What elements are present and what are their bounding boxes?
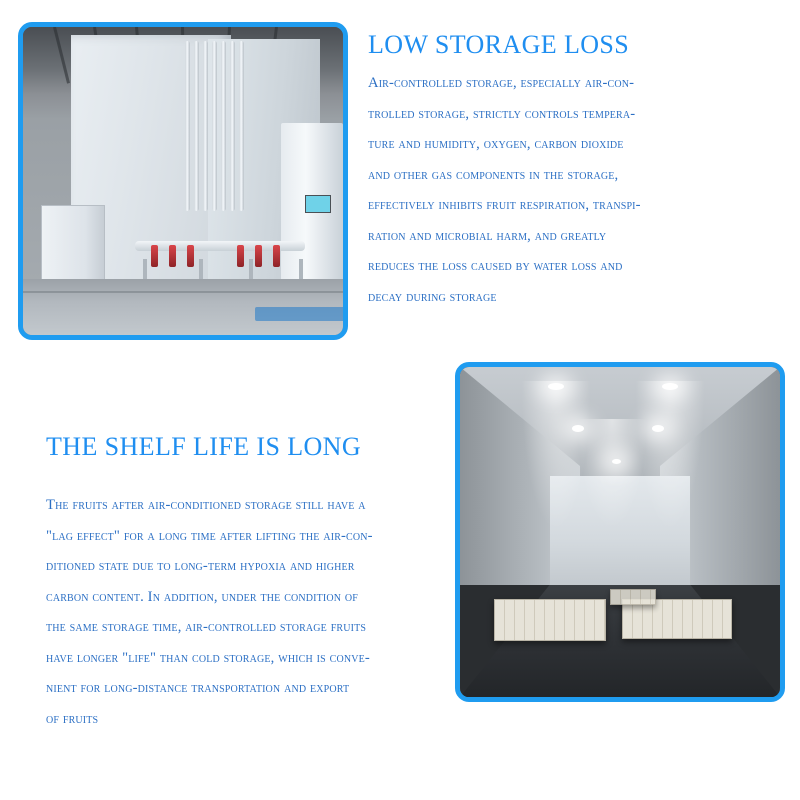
body-line: trolled storage, strictly controls tempera- — [368, 105, 636, 122]
body-line: the same storage time, air-controlled storage fruits — [46, 619, 367, 635]
control-panel-screen — [305, 195, 331, 213]
vertical-pipe-bundle — [185, 41, 247, 211]
body-line: and other gas components in the storage, — [368, 166, 619, 183]
stacked-cartons — [622, 599, 732, 639]
body-line: ditioned state due to long-term hypoxia and higher — [46, 558, 355, 574]
ceiling-light-icon — [548, 383, 564, 390]
section-heading-low-storage-loss: LOW STORAGE LOSS — [368, 30, 630, 59]
body-line: ration and microbial harm, and greatly — [368, 227, 607, 244]
stacked-cartons — [494, 599, 606, 641]
section-heading-shelf-life-is-long: THE SHELF LIFE IS LONG — [46, 432, 362, 461]
section-body-low-storage-loss — [368, 68, 768, 312]
cold-room-interior-photo — [455, 362, 785, 702]
equipment-nameplate — [255, 307, 347, 321]
body-line: effectively inhibits fruit respiration, transpi- — [368, 197, 641, 213]
body-line: Air-controlled storage, especially air-con- — [368, 75, 635, 91]
body-line: nient for long-distance transportation and export — [46, 680, 350, 696]
section-body-shelf-life-is-long — [46, 490, 438, 734]
photo-content-cold-room — [460, 367, 780, 697]
body-line: ture and humidity, oxygen, carbon dioxide — [368, 136, 624, 152]
ceiling-light-icon — [612, 459, 621, 464]
body-line: "lag effect" for a long time after lifting the air-con- — [46, 527, 373, 544]
ceiling-light-icon — [662, 383, 678, 390]
photo-content-equipment-room — [23, 27, 343, 335]
body-line: reduces the loss caused by water loss and — [368, 258, 623, 274]
body-line: have longer "life" than cold storage, which is conve- — [46, 649, 370, 666]
ceiling-light-icon — [572, 425, 584, 432]
light-glow — [577, 419, 647, 529]
ceiling-light-icon — [652, 425, 664, 432]
body-line: of fruits — [46, 710, 99, 727]
controlled-atmosphere-equipment-room-photo — [18, 22, 348, 340]
body-line: The fruits after air-conditioned storage still have a — [46, 497, 366, 513]
body-line: decay during storage — [368, 288, 497, 305]
floor-edge-line — [23, 291, 343, 293]
body-line: carbon content. In addition, under the condition of — [46, 588, 358, 605]
stacked-cartons — [610, 589, 656, 605]
